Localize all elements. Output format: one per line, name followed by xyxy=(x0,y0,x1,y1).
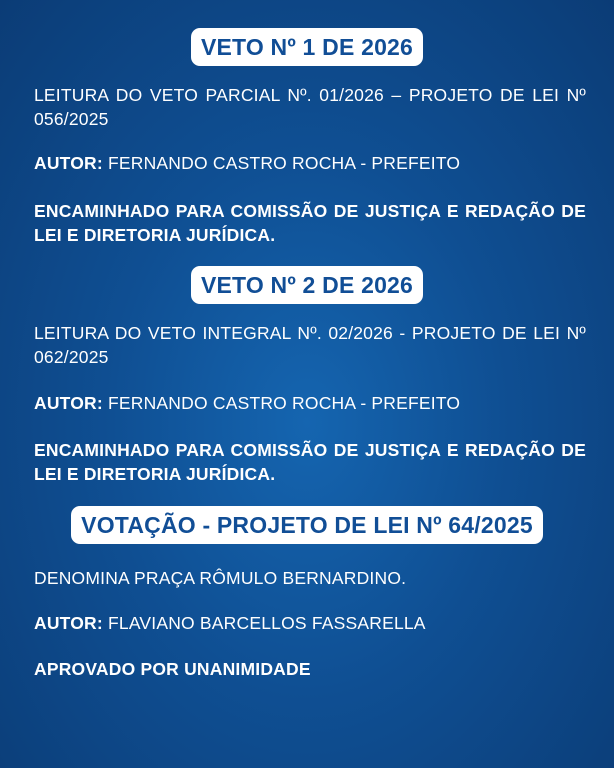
veto-1-author-name: FERNANDO CASTRO ROCHA - PREFEITO xyxy=(102,153,461,173)
veto-2-reading: LEITURA DO VETO INTEGRAL Nº. 02/2026 - PROJETO DE LEI Nº 062/2025 xyxy=(34,323,586,367)
veto-1-author-label: AUTOR: xyxy=(34,153,103,173)
veto-1-title: VETO Nº 1 DE 2026 xyxy=(191,28,423,66)
veto-1-reading: LEITURA DO VETO PARCIAL Nº. 01/2026 – PROJETO DE LEI Nº 056/2025 xyxy=(34,85,586,129)
votacao-description: DENOMINA PRAÇA RÔMULO BERNARDINO. xyxy=(34,568,407,588)
votacao-author xyxy=(34,611,586,635)
votacao-outcome: APROVADO POR UNANIMIDADE xyxy=(34,659,311,679)
veto-2-outcome: ENCAMINHADO PARA COMISSÃO DE JUSTIÇA E REDAÇÃO DE LEI E DIRETORIA JURÍDICA. xyxy=(34,440,586,484)
veto-1-outcome: ENCAMINHADO PARA COMISSÃO DE JUSTIÇA E REDAÇÃO DE LEI E DIRETORIA JURÍDICA. xyxy=(34,201,586,245)
veto-2-author xyxy=(34,391,586,415)
votacao-title: VOTAÇÃO - PROJETO DE LEI Nº 64/2025 xyxy=(71,506,543,544)
veto-1-author xyxy=(34,151,586,175)
votacao-author-label: AUTOR: xyxy=(34,613,103,633)
veto-2-author-name: FERNANDO CASTRO ROCHA - PREFEITO xyxy=(102,393,461,413)
veto-2-title: VETO Nº 2 DE 2026 xyxy=(191,266,423,304)
votacao-header xyxy=(0,506,614,544)
veto-2-header xyxy=(0,266,614,304)
veto-1-header xyxy=(0,28,614,66)
votacao-author-name: FLAVIANO BARCELLOS FASSARELLA xyxy=(102,613,426,633)
veto-2-author-label: AUTOR: xyxy=(34,393,103,413)
